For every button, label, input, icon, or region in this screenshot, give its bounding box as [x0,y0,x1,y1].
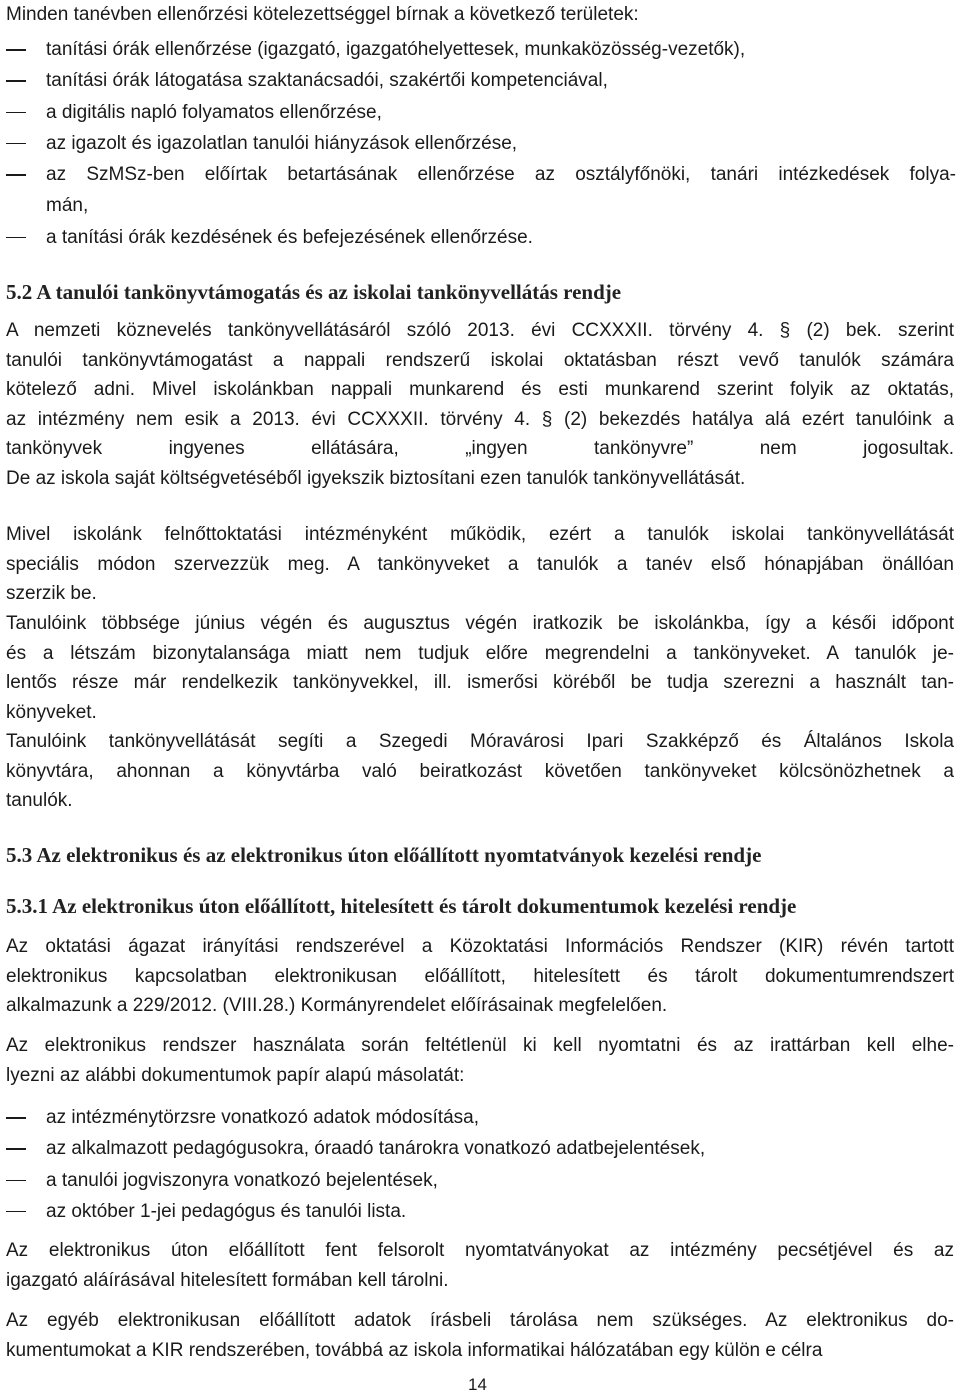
paragraph-nyomtatas [6,1031,954,1090]
list-item-text: az intézménytörzsre vonatkozó adatok módosítása, [46,1107,480,1128]
paragraph-line: tankönyvek ingyenes ellátására, „ingyen tankönyvre” nem jogosultak. [6,438,954,459]
paragraph-line: kumentumokat a KIR rendszerében, továbbá az iskola informatikai hálózatában egy külön e célra [6,1339,823,1361]
list-item-text: mán, [46,195,89,217]
dash-bullet-icon [6,237,26,239]
paragraph-felnottoktatas [6,520,954,609]
list-item-text: a digitális napló folyamatos ellenőrzése, [46,101,382,123]
list-item [6,97,956,128]
list-item-text: az alkalmazott pedagógusokra, óraadó tanárokra vonatkozó adatbejelentések, [46,1138,706,1160]
paragraph-line: lyezni az alábbi dokumentumok papír alapú másolatát: [6,1064,465,1086]
list-item [6,1196,946,1227]
list-item-text: az SzMSz-ben előírtak betartásának ellenőrzése az osztályfőnöki, tanári intézkedések folya- [46,164,956,186]
list-item-text: tanítási órák látogatása szaktanácsadói, szakértői kompetenciával, [46,70,608,92]
list-item [6,1165,946,1196]
paragraph-line: Tanulóink tankönyvellátását segíti a Szegedi Móravárosi Ipari Szakképző és Általános Iskola [6,731,954,752]
list-item [6,65,956,96]
list-item-text: az igazolt és igazolatlan tanulói hiányzások ellenőrzése, [46,132,518,154]
page-number: 14 [468,1375,487,1394]
printed-documents-list [6,1102,946,1227]
paragraph-beiratkozas [6,609,954,727]
dash-bullet-icon [6,1211,26,1213]
paragraph-line: elektronikus kapcsolatban elektronikusan előállított, hitelesített és tárolt dokumentumrendszert [6,965,954,987]
control-areas-list [6,34,956,253]
heading-5-3: 5.3 Az elektronikus és az elektronikus úton előállított nyomtatványok kezelési rendje [6,843,762,867]
list-item-text: a tanítási órák kezdésének és befejezésének ellenőrzése. [46,226,533,248]
paragraph-line: Az egyéb elektronikusan előállított adatok írásbeli tárolása nem szükséges. Az elektronikus do- [6,1310,954,1331]
intro-text: Minden tanévben ellenőrzési kötelezettséggel bírnak a következő területek: [6,4,639,25]
list-item [6,1102,946,1133]
list-item-text: az október 1-jei pedagógus és tanulói lista. [46,1200,407,1222]
dash-bullet-icon [6,143,26,145]
dash-bullet-icon [6,112,26,114]
paragraph-line: az intézmény nem esik a 2013. évi CCXXXII. törvény 4. § (2) bekezdés hatálya alá ezért tanulóink a [6,408,954,430]
paragraph-line: speciális módon szervezzük meg. A tankönyveket a tanulók a tanév első hónapjában önállóan [6,553,954,575]
paragraph-line: De az iskola saját költségvetéséből igyekszik biztosítani ezen tanulók tankönyvellátását. [6,467,746,489]
dash-bullet-icon [6,1148,26,1150]
heading-5-3-1: 5.3.1 Az elektronikus úton előállított, hitelesített és tárolt dokumentumok kezelési rendje [6,894,797,918]
paragraph-tankonyv-tamogatas [6,316,954,493]
list-item [6,34,956,65]
list-item [6,1133,946,1164]
dash-bullet-icon [6,1117,26,1119]
paragraph-egyeb-adatok [6,1306,954,1365]
paragraph-line: lentős része már rendelkezik tankönyvekkel, ill. ismerősi köréből be tudja szerezni a használt tan- [6,672,954,693]
paragraph-line: szerzik be. [6,583,97,604]
paragraph-line: könyveket. [6,701,97,723]
list-item-text: tanítási órák ellenőrzése (igazgató, igazgatóhelyettesek, munkaközösség-vezetők), [46,39,746,60]
paragraph-line: kötelező adni. Mivel iskolánkban nappali munkarend és esti munkarend szerint folyik az oktatás, [6,379,954,400]
list-item [6,128,956,159]
dash-bullet-icon [6,80,26,82]
paragraph-line: igazgató aláírásával hitelesített formában kell tárolni. [6,1269,449,1291]
paragraph-line: könyvtára, ahonnan a könyvtárba való beiratkozást követően tankönyveket kölcsönözhetnek a [6,760,954,782]
paragraph-hitelesites [6,1236,954,1295]
heading-5-2: 5.2 A tanulói tankönyvtámogatás és az iskolai tankönyvellátás rendje [6,280,622,304]
paragraph-kir [6,932,954,1021]
paragraph-line: Tanulóink többsége június végén és augusztus végén iratkozik be iskolánkba, így a késői időpont [6,613,954,634]
paragraph-line: tanulói tankönyvtámogatást a nappali rendszerű iskolai oktatásban részt vevő tanulók számára [6,349,954,371]
dash-bullet-icon [6,1180,26,1182]
list-item [6,222,956,253]
paragraph-line: alkalmazunk a 229/2012. (VIII.28.) Kormányrendelet előírásainak megfelelően. [6,995,668,1016]
paragraph-line: és a létszám bizonytalansága miatt nem tudjuk előre megrendelni a tankönyveket. A tanulók je- [6,642,954,664]
paragraph-line: Mivel iskolánk felnőttoktatási intézményként működik, ezért a tanulók iskolai tankönyvellátását [6,524,954,545]
paragraph-line: A nemzeti köznevelés tankönyvellátásáról szóló 2013. évi CCXXXII. törvény 4. § (2) bek. szerint [6,320,954,341]
list-item-text: a tanulói jogviszonyra vonatkozó bejelentések, [46,1169,438,1191]
paragraph-konyvtar [6,727,954,816]
paragraph-line: Az elektronikus rendszer használata során feltétlenül ki kell nyomtatni és az irattárban kell elhe- [6,1035,954,1056]
paragraph-line: Az oktatási ágazat irányítási rendszerével a Közoktatási Információs Rendszer (KIR) révén tartott [6,936,954,957]
dash-bullet-icon [6,174,26,176]
dash-bullet-icon [6,49,26,51]
list-item [6,159,956,222]
paragraph-line: Az elektronikus úton előállított fent felsorolt nyomtatványokat az intézmény pecsétjével és az [6,1240,954,1261]
paragraph-line: tanulók. [6,790,73,811]
